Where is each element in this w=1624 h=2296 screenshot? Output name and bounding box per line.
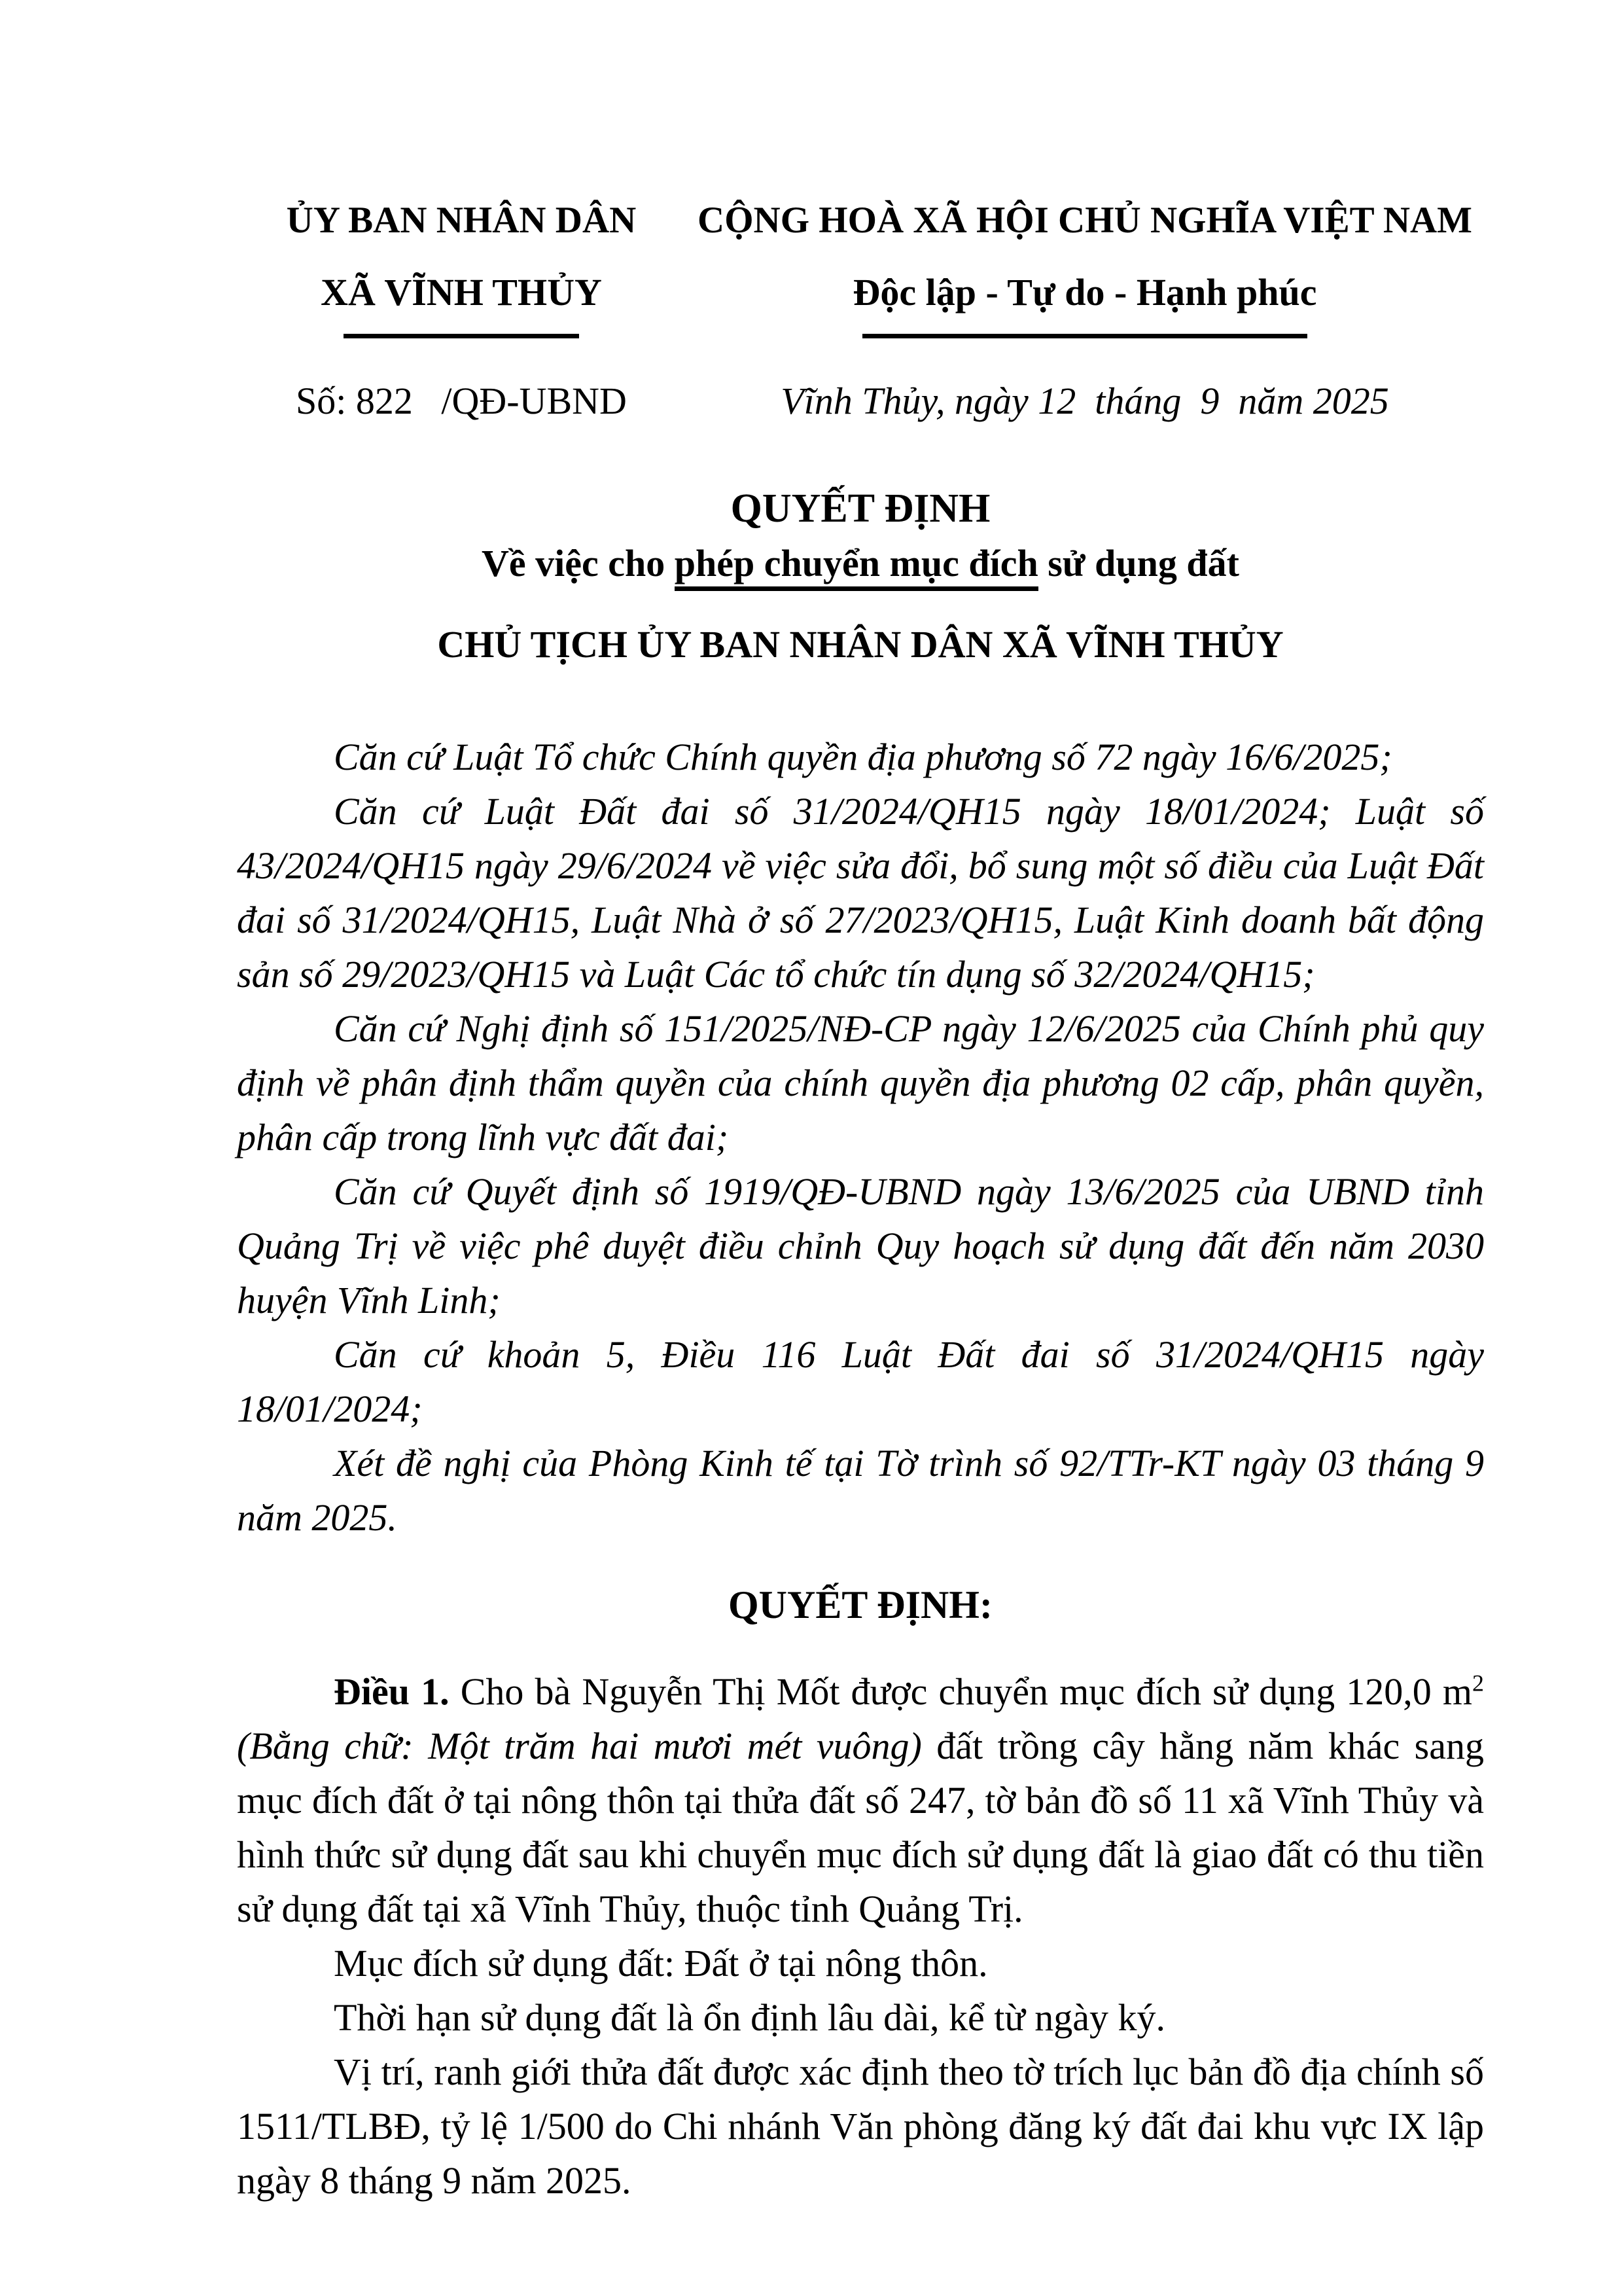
place-and-date: Vĩnh Thủy, ngày 12 tháng 9 năm 2025 (781, 380, 1389, 422)
article-1-label: Điều 1. (334, 1670, 450, 1713)
land-duration-paragraph: Thời hạn sử dụng đất là ổn định lâu dài, kể từ ngày ký. (334, 1996, 1166, 2039)
article-1-text-continued: đất trồng cây hằng năm khác sang mục đích đất ở tại nông thôn tại thửa đất số 247, tờ bản đồ số 11 xã Vĩnh Thủy và hình thức sử dụng đất sau khi chuyển mục đích sử dụng đất là giao đất có thu tiền sử dụng đất tại xã Vĩnh Thủy, thuộc tỉnh Quảng Trị. (237, 1725, 1484, 1930)
citation-paragraph: Căn cứ Luật Đất đai số 31/2024/QH15 ngày 18/01/2024; Luật số 43/2024/QH15 ngày 29/6/2024 về việc sửa đổi, bổ sung một số điều của Luật Đất đai số 31/2024/QH15, Luật Nhà ở số 27/2023/QH15, Luật Kinh doanh bất động sản số 29/2023/QH15 và Luật Các tổ chức tín dụng số 32/2024/QH15; (237, 790, 1484, 996)
article-1-paragraph (237, 1664, 1484, 1936)
document-subject (237, 536, 1484, 591)
motto-underline-rule (862, 334, 1307, 338)
title-block (237, 481, 1484, 672)
square-meter-superscript: 2 (1472, 1670, 1484, 1696)
citation-paragraph: Căn cứ Nghị định số 151/2025/NĐ-CP ngày 12/6/2025 của Chính phủ quy định về phân định thẩm quyền của chính quyền địa phương 02 cấp, phân quyền, phân cấp trong lĩnh vực đất đai; (237, 1007, 1484, 1158)
citation-paragraph: Căn cứ Luật Tổ chức Chính quyền địa phương số 72 ngày 16/6/2025; (334, 736, 1392, 778)
land-purpose-paragraph: Mục đích sử dụng đất: Đất ở tại nông thôn. (334, 1942, 988, 1984)
issuer-title: CHỦ TỊCH ỦY BAN NHÂN DÂN XÃ VĨNH THỦY (437, 623, 1284, 666)
decision-body (237, 1664, 1484, 2208)
document-number: Số: 822 /QĐ-UBND (296, 380, 627, 422)
citation-paragraph: Căn cứ Quyết định số 1919/QĐ-UBND ngày 13/6/2025 của UBND tỉnh Quảng Trị về việc phê duyệt điều chỉnh Quy hoạch sử dụng đất đến năm 2030 huyện Vĩnh Linh; (237, 1170, 1484, 1321)
authority-underline-rule (344, 334, 579, 338)
citation-paragraph: Xét đề nghị của Phòng Kinh tế tại Tờ trình số 92/TTr-KT ngày 03 tháng 9 năm 2025. (237, 1442, 1484, 1539)
amount-in-words: (Bằng chữ: Một trăm hai mươi mét vuông) (237, 1725, 922, 1767)
issuing-authority-block (237, 185, 686, 425)
subject-underlined-phrase: phép chuyển mục đích (675, 542, 1038, 591)
land-location-paragraph: Vị trí, ranh giới thửa đất được xác định theo tờ trích lục bản đồ địa chính số 1511/TLBĐ, tỷ lệ 1/500 do Chi nhánh Văn phòng đăng ký đất đai khu vực IX lập ngày 8 tháng 9 năm 2025. (237, 2051, 1484, 2202)
article-1-text: Cho bà Nguyễn Thị Mốt được chuyển mục đích sử dụng 120,0 m (449, 1670, 1473, 1713)
legal-basis-section (237, 730, 1484, 1545)
issuing-authority-name: XÃ VĨNH THỦY (321, 271, 602, 314)
national-motto: Độc lập - Tự do - Hạnh phúc (853, 271, 1317, 314)
issuing-authority-parent: ỦY BAN NHÂN DÂN (286, 200, 637, 241)
citation-paragraph: Căn cứ khoản 5, Điều 116 Luật Đất đai số 31/2024/QH15 ngày 18/01/2024; (237, 1333, 1484, 1430)
document-type-title: QUYẾT ĐỊNH (730, 486, 991, 531)
subject-suffix: sử dụng đất (1038, 542, 1239, 584)
national-motto-block (686, 185, 1484, 425)
document-header (237, 185, 1484, 425)
national-name: CỘNG HOÀ XÃ HỘI CHỦ NGHĨA VIỆT NAM (697, 200, 1472, 241)
subject-prefix: Về việc cho (482, 542, 675, 584)
decision-heading: QUYẾT ĐỊNH: (728, 1583, 993, 1626)
